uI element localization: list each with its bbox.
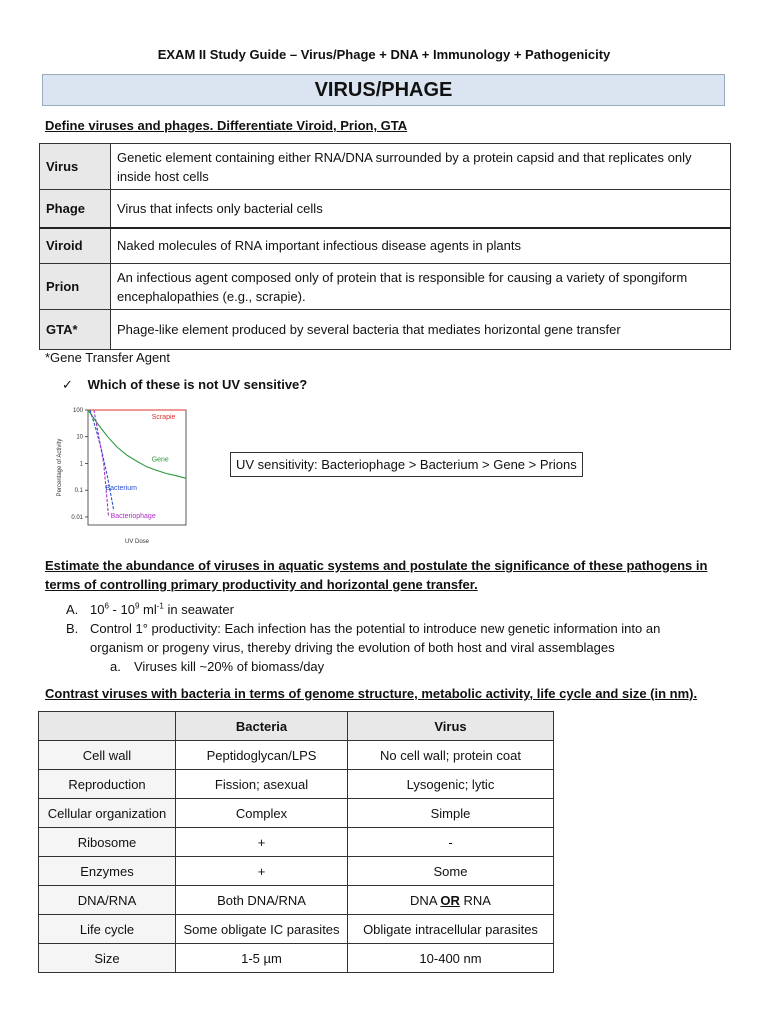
exponent: 6: [104, 601, 109, 611]
list-text: Viruses kill ~20% of biomass/day: [134, 659, 325, 674]
definitions-table: [39, 143, 731, 350]
bacteria-cell: +: [176, 857, 348, 886]
table-row: [39, 799, 554, 828]
abundance-heading: [45, 556, 707, 594]
question-line: [62, 377, 307, 393]
bacteria-cell: Complex: [176, 799, 348, 828]
term-cell: GTA*: [40, 310, 111, 350]
table-row: [40, 310, 731, 350]
series-label-scrapie: Scrapie: [151, 414, 176, 421]
heading-line: Estimate the abundance of viruses in aquatic systems and postulate the significance of these pathogens in: [45, 558, 708, 573]
definitions-heading: Define viruses and phages. Differentiate Viroid, Prion, GTA: [45, 118, 408, 133]
footnote: *Gene Transfer Agent: [45, 350, 171, 365]
virus-cell: Simple: [348, 799, 554, 828]
table-row: [39, 944, 554, 973]
table-header-row: [39, 712, 554, 741]
virus-text: DNA: [410, 892, 441, 908]
table-row: [40, 228, 731, 264]
row-label: Cellular organization: [39, 799, 176, 828]
series-label-bacterium: Bacterium: [105, 485, 137, 493]
comparison-table: [38, 711, 554, 973]
virus-cell: Lysogenic; lytic: [348, 770, 554, 799]
row-label: Cell wall: [39, 741, 176, 770]
heading-line: terms of controlling primary productivity and horizontal gene transfer.: [45, 577, 478, 592]
bacteria-cell: +: [176, 828, 348, 857]
table-row: [39, 770, 554, 799]
bacteria-cell: Peptidoglycan/LPS: [176, 741, 348, 770]
virus-cell: [348, 886, 554, 915]
table-row: [39, 741, 554, 770]
column-header: Bacteria: [176, 712, 348, 741]
y-tick-label: 0.1: [74, 488, 83, 495]
row-label: Ribosome: [39, 828, 176, 857]
term-cell: Virus: [40, 144, 111, 190]
uv-sensitivity-chart: [50, 403, 200, 548]
column-header: Virus: [348, 712, 554, 741]
unit: ml: [139, 602, 157, 617]
list-text: Control 1° productivity: Each infection has the potential to introduce new genetic information into an: [90, 621, 661, 636]
list-marker: A.: [66, 602, 79, 617]
definition-cell: Naked molecules of RNA important infectious disease agents in plants: [111, 228, 731, 264]
check-icon: ✓: [62, 377, 73, 392]
bacteria-cell: Some obligate IC parasites: [176, 915, 348, 944]
virus-cell: Obligate intracellular parasites: [348, 915, 554, 944]
bacteria-cell: Fission; asexual: [176, 770, 348, 799]
table-row: [40, 190, 731, 228]
definition-cell: Virus that infects only bacterial cells: [111, 190, 731, 228]
series-label-gene: Gene: [151, 456, 169, 464]
column-header: [39, 712, 176, 741]
question-text: Which of these is not UV sensitive?: [87, 377, 308, 392]
bacteria-cell: Both DNA/RNA: [176, 886, 348, 915]
definition-cell: Genetic element containing either RNA/DNA surrounded by a protein capsid and that replicates only inside host cells: [111, 144, 731, 190]
table-row: [40, 264, 731, 310]
virus-cell: No cell wall; protein coat: [348, 741, 554, 770]
term-cell: Viroid: [40, 228, 111, 264]
table-row: [39, 886, 554, 915]
virus-cell: -: [348, 828, 554, 857]
list-item-a: [66, 600, 234, 619]
abundance-separator: - 10: [108, 602, 135, 617]
row-label: Enzymes: [39, 857, 176, 886]
definition-cell: Phage-like element produced by several bacteria that mediates horizontal gene transfer: [111, 310, 731, 350]
definition-cell: An infectious agent composed only of protein that is responsible for causing a variety of spongiform encephalopathies (e.g., scrapie).: [111, 264, 731, 310]
table-row: [40, 144, 731, 190]
table-row: [39, 857, 554, 886]
comparison-heading: Contrast viruses with bacteria in terms of genome structure, metabolic activity, life cycle and size (in nm).: [45, 686, 698, 701]
y-axis-label: Percentage of Activity: [57, 438, 63, 497]
abundance-context: in seawater: [163, 602, 234, 617]
list-item-b-a: [110, 657, 324, 676]
virus-cell: 10-400 nm: [348, 944, 554, 973]
section-banner: VIRUS/PHAGE: [42, 74, 725, 106]
y-tick-label: 10: [76, 434, 83, 441]
virus-text: RNA: [459, 892, 491, 908]
list-marker: a.: [110, 659, 121, 674]
series-label-bacteriophage: Bacteriophage: [110, 512, 156, 520]
virus-cell: Some: [348, 857, 554, 886]
table-row: [39, 915, 554, 944]
bacteria-cell: 1-5 µm: [176, 944, 348, 973]
table-row: [39, 828, 554, 857]
emphasis-text: OR: [440, 892, 460, 908]
document-title: EXAM II Study Guide – Virus/Phage + DNA + Immunology + Pathogenicity: [157, 47, 611, 62]
y-tick-label: 1: [79, 461, 83, 468]
row-label: Size: [39, 944, 176, 973]
row-label: Reproduction: [39, 770, 176, 799]
term-cell: Prion: [40, 264, 111, 310]
list-text: organism or progeny virus, thereby driving the evolution of both host and viral assemblages: [90, 640, 615, 655]
plot-frame: [88, 410, 186, 525]
uv-sensitivity-callout: UV sensitivity: Bacteriophage > Bacterium > Gene > Prions: [230, 452, 583, 477]
x-axis-label: UV Dose: [124, 539, 150, 545]
term-cell: Phage: [40, 190, 111, 228]
exponent: -1: [156, 601, 164, 611]
y-tick-label: 0.01: [71, 514, 83, 521]
y-tick-label: 100: [72, 408, 83, 414]
row-label: Life cycle: [39, 915, 176, 944]
row-label: DNA/RNA: [39, 886, 176, 915]
list-item-b: [66, 619, 660, 657]
list-marker: B.: [66, 621, 79, 636]
abundance-value: 10: [90, 602, 105, 617]
exponent: 9: [134, 601, 140, 611]
